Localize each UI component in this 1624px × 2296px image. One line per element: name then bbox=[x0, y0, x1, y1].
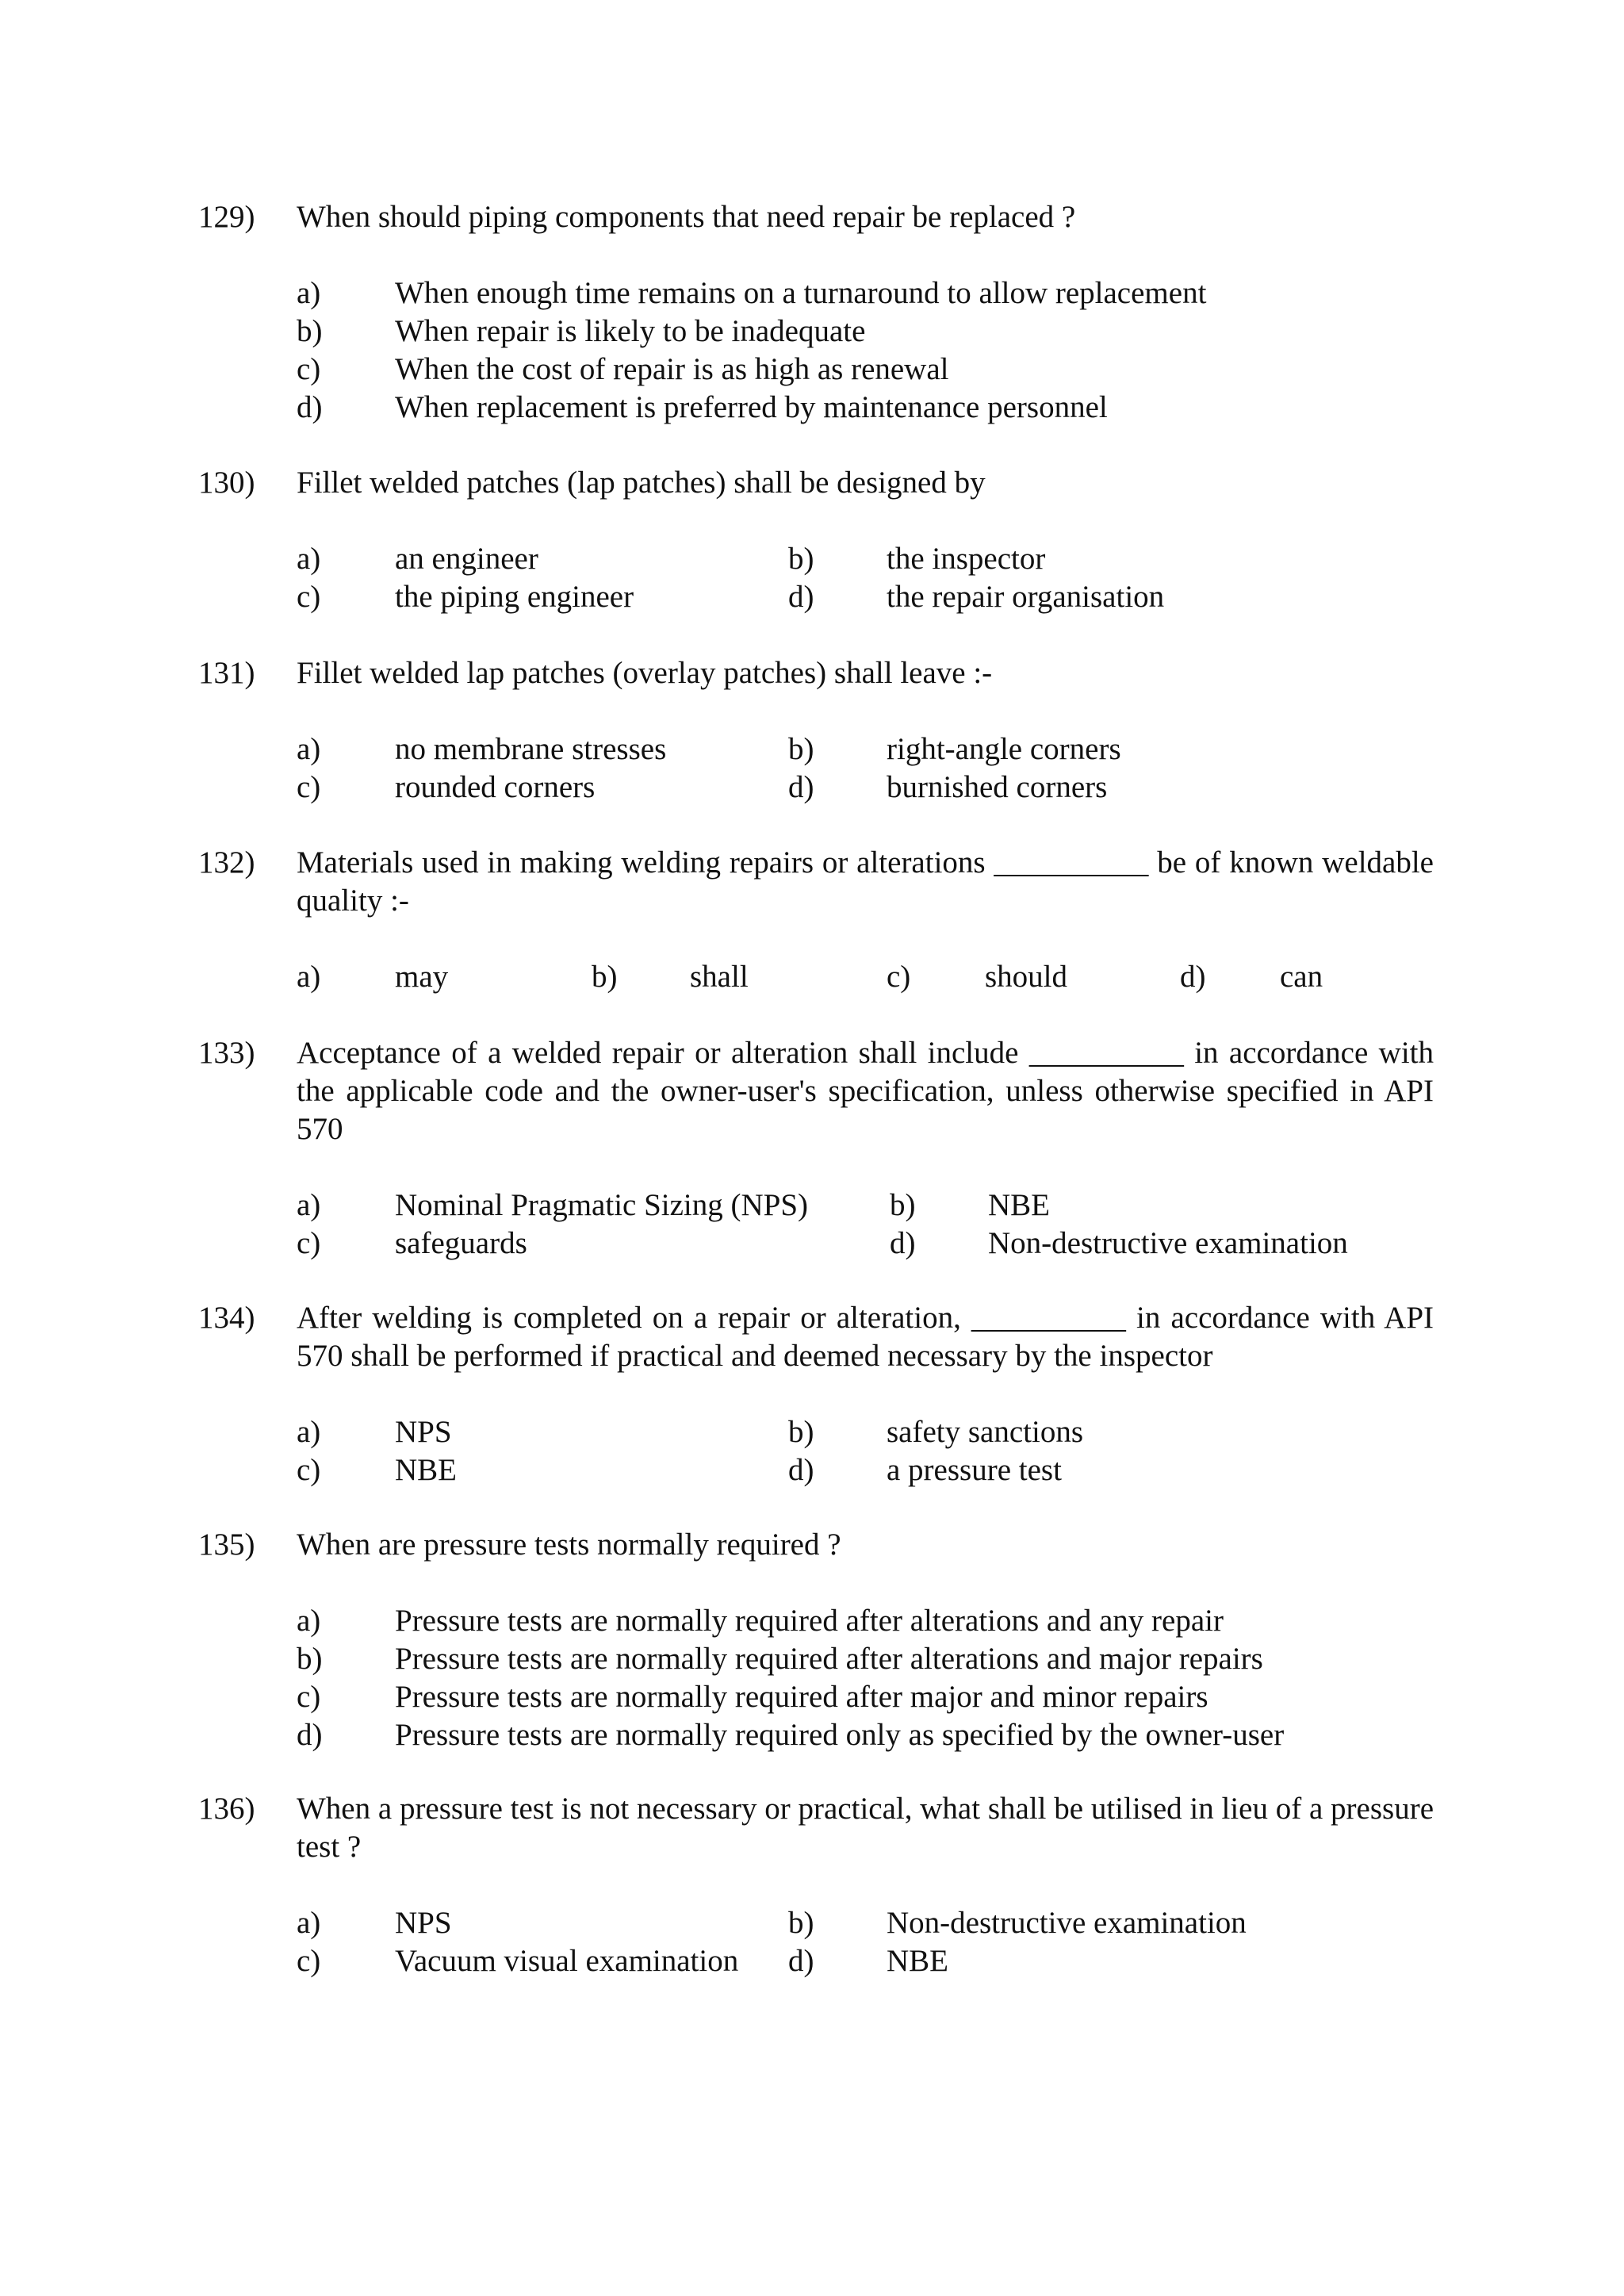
question-text: Acceptance of a welded repair or alteration shall include __________ in accordance with the applicable code and the owner-user's specification, unless otherwise specified in API 570 bbox=[297, 1036, 1434, 1146]
option-letter: a) bbox=[297, 542, 321, 576]
option-letter: d) bbox=[890, 1226, 916, 1260]
option-text: Pressure tests are normally required after alterations and major repairs bbox=[395, 1642, 1263, 1676]
option-letter: d) bbox=[788, 1944, 814, 1978]
question-number: 131) bbox=[198, 656, 255, 690]
option-text: a pressure test bbox=[887, 1453, 1062, 1487]
option-text: safeguards bbox=[395, 1226, 527, 1260]
option-letter: b) bbox=[297, 1642, 323, 1676]
option-letter: d) bbox=[297, 1718, 323, 1752]
option-letter: d) bbox=[788, 770, 814, 804]
option-text: right-angle corners bbox=[887, 732, 1121, 766]
question-number: 133) bbox=[198, 1036, 255, 1070]
option-letter: c) bbox=[297, 580, 321, 614]
option-text: shall bbox=[690, 960, 749, 994]
option-letter: b) bbox=[788, 1906, 814, 1940]
question-text: Materials used in making welding repairs or alterations __________ be of known weldable quality :- bbox=[297, 845, 1434, 918]
option-letter: a) bbox=[297, 1415, 321, 1449]
option-text: NBE bbox=[988, 1188, 1050, 1222]
option-text: Nominal Pragmatic Sizing (NPS) bbox=[395, 1188, 809, 1222]
option-letter: d) bbox=[788, 580, 814, 614]
option-letter: d) bbox=[1180, 960, 1206, 994]
option-text: the piping engineer bbox=[395, 580, 634, 614]
question-text: When should piping components that need repair be replaced ? bbox=[297, 200, 1076, 234]
option-text: safety sanctions bbox=[887, 1415, 1084, 1449]
option-letter: a) bbox=[297, 1906, 321, 1940]
option-letter: a) bbox=[297, 960, 321, 994]
option-letter: a) bbox=[297, 276, 321, 310]
option-text: burnished corners bbox=[887, 770, 1108, 804]
option-letter: c) bbox=[297, 1226, 321, 1260]
option-text: Vacuum visual examination bbox=[395, 1944, 739, 1978]
question-number: 129) bbox=[198, 200, 255, 234]
option-letter: b) bbox=[592, 960, 618, 994]
option-text: NPS bbox=[395, 1906, 452, 1940]
option-text: rounded corners bbox=[395, 770, 596, 804]
option-letter: d) bbox=[297, 390, 323, 424]
option-letter: a) bbox=[297, 1188, 321, 1222]
option-text: Pressure tests are normally required only as specified by the owner-user bbox=[395, 1718, 1285, 1752]
option-text: no membrane stresses bbox=[395, 732, 667, 766]
option-letter: a) bbox=[297, 732, 321, 766]
option-letter: b) bbox=[788, 732, 814, 766]
option-text: Non-destructive examination bbox=[988, 1226, 1348, 1260]
option-letter: c) bbox=[887, 960, 911, 994]
option-text: the inspector bbox=[887, 542, 1046, 576]
option-text: Non-destructive examination bbox=[887, 1906, 1247, 1940]
option-text: When enough time remains on a turnaround to allow replacement bbox=[395, 276, 1207, 310]
option-letter: a) bbox=[297, 1604, 321, 1638]
option-letter: c) bbox=[297, 1680, 321, 1714]
question-number: 134) bbox=[198, 1301, 255, 1335]
question-text: After welding is completed on a repair or alteration, __________ in accordance with API 570 shall be performed if practical and deemed necessary by the inspector bbox=[297, 1301, 1434, 1373]
option-text: When the cost of repair is as high as renewal bbox=[395, 352, 949, 386]
option-text: When repair is likely to be inadequate bbox=[395, 314, 866, 348]
option-letter: b) bbox=[890, 1188, 916, 1222]
question-text: When a pressure test is not necessary or practical, what shall be utilised in lieu of a pressure test ? bbox=[297, 1792, 1434, 1864]
option-letter: c) bbox=[297, 1453, 321, 1487]
option-letter: c) bbox=[297, 1944, 321, 1978]
option-text: When replacement is preferred by maintenance personnel bbox=[395, 390, 1108, 424]
option-text: can bbox=[1280, 960, 1323, 994]
option-text: Pressure tests are normally required after alterations and any repair bbox=[395, 1604, 1224, 1638]
question-text: Fillet welded patches (lap patches) shall be designed by bbox=[297, 466, 986, 500]
option-text: may bbox=[395, 960, 449, 994]
question-number: 136) bbox=[198, 1792, 255, 1826]
question-text: Fillet welded lap patches (overlay patches) shall leave :- bbox=[297, 656, 993, 690]
option-text: NBE bbox=[887, 1944, 948, 1978]
option-text: should bbox=[985, 960, 1068, 994]
option-letter: c) bbox=[297, 770, 321, 804]
question-number: 135) bbox=[198, 1527, 255, 1562]
option-text: an engineer bbox=[395, 542, 538, 576]
option-text: NBE bbox=[395, 1453, 457, 1487]
question-number: 130) bbox=[198, 466, 255, 500]
question-text: When are pressure tests normally required ? bbox=[297, 1527, 841, 1562]
option-letter: b) bbox=[297, 314, 323, 348]
option-letter: b) bbox=[788, 1415, 814, 1449]
option-text: the repair organisation bbox=[887, 580, 1165, 614]
option-text: Pressure tests are normally required after major and minor repairs bbox=[395, 1680, 1208, 1714]
option-text: NPS bbox=[395, 1415, 452, 1449]
option-letter: b) bbox=[788, 542, 814, 576]
question-number: 132) bbox=[198, 845, 255, 880]
option-letter: d) bbox=[788, 1453, 814, 1487]
option-letter: c) bbox=[297, 352, 321, 386]
